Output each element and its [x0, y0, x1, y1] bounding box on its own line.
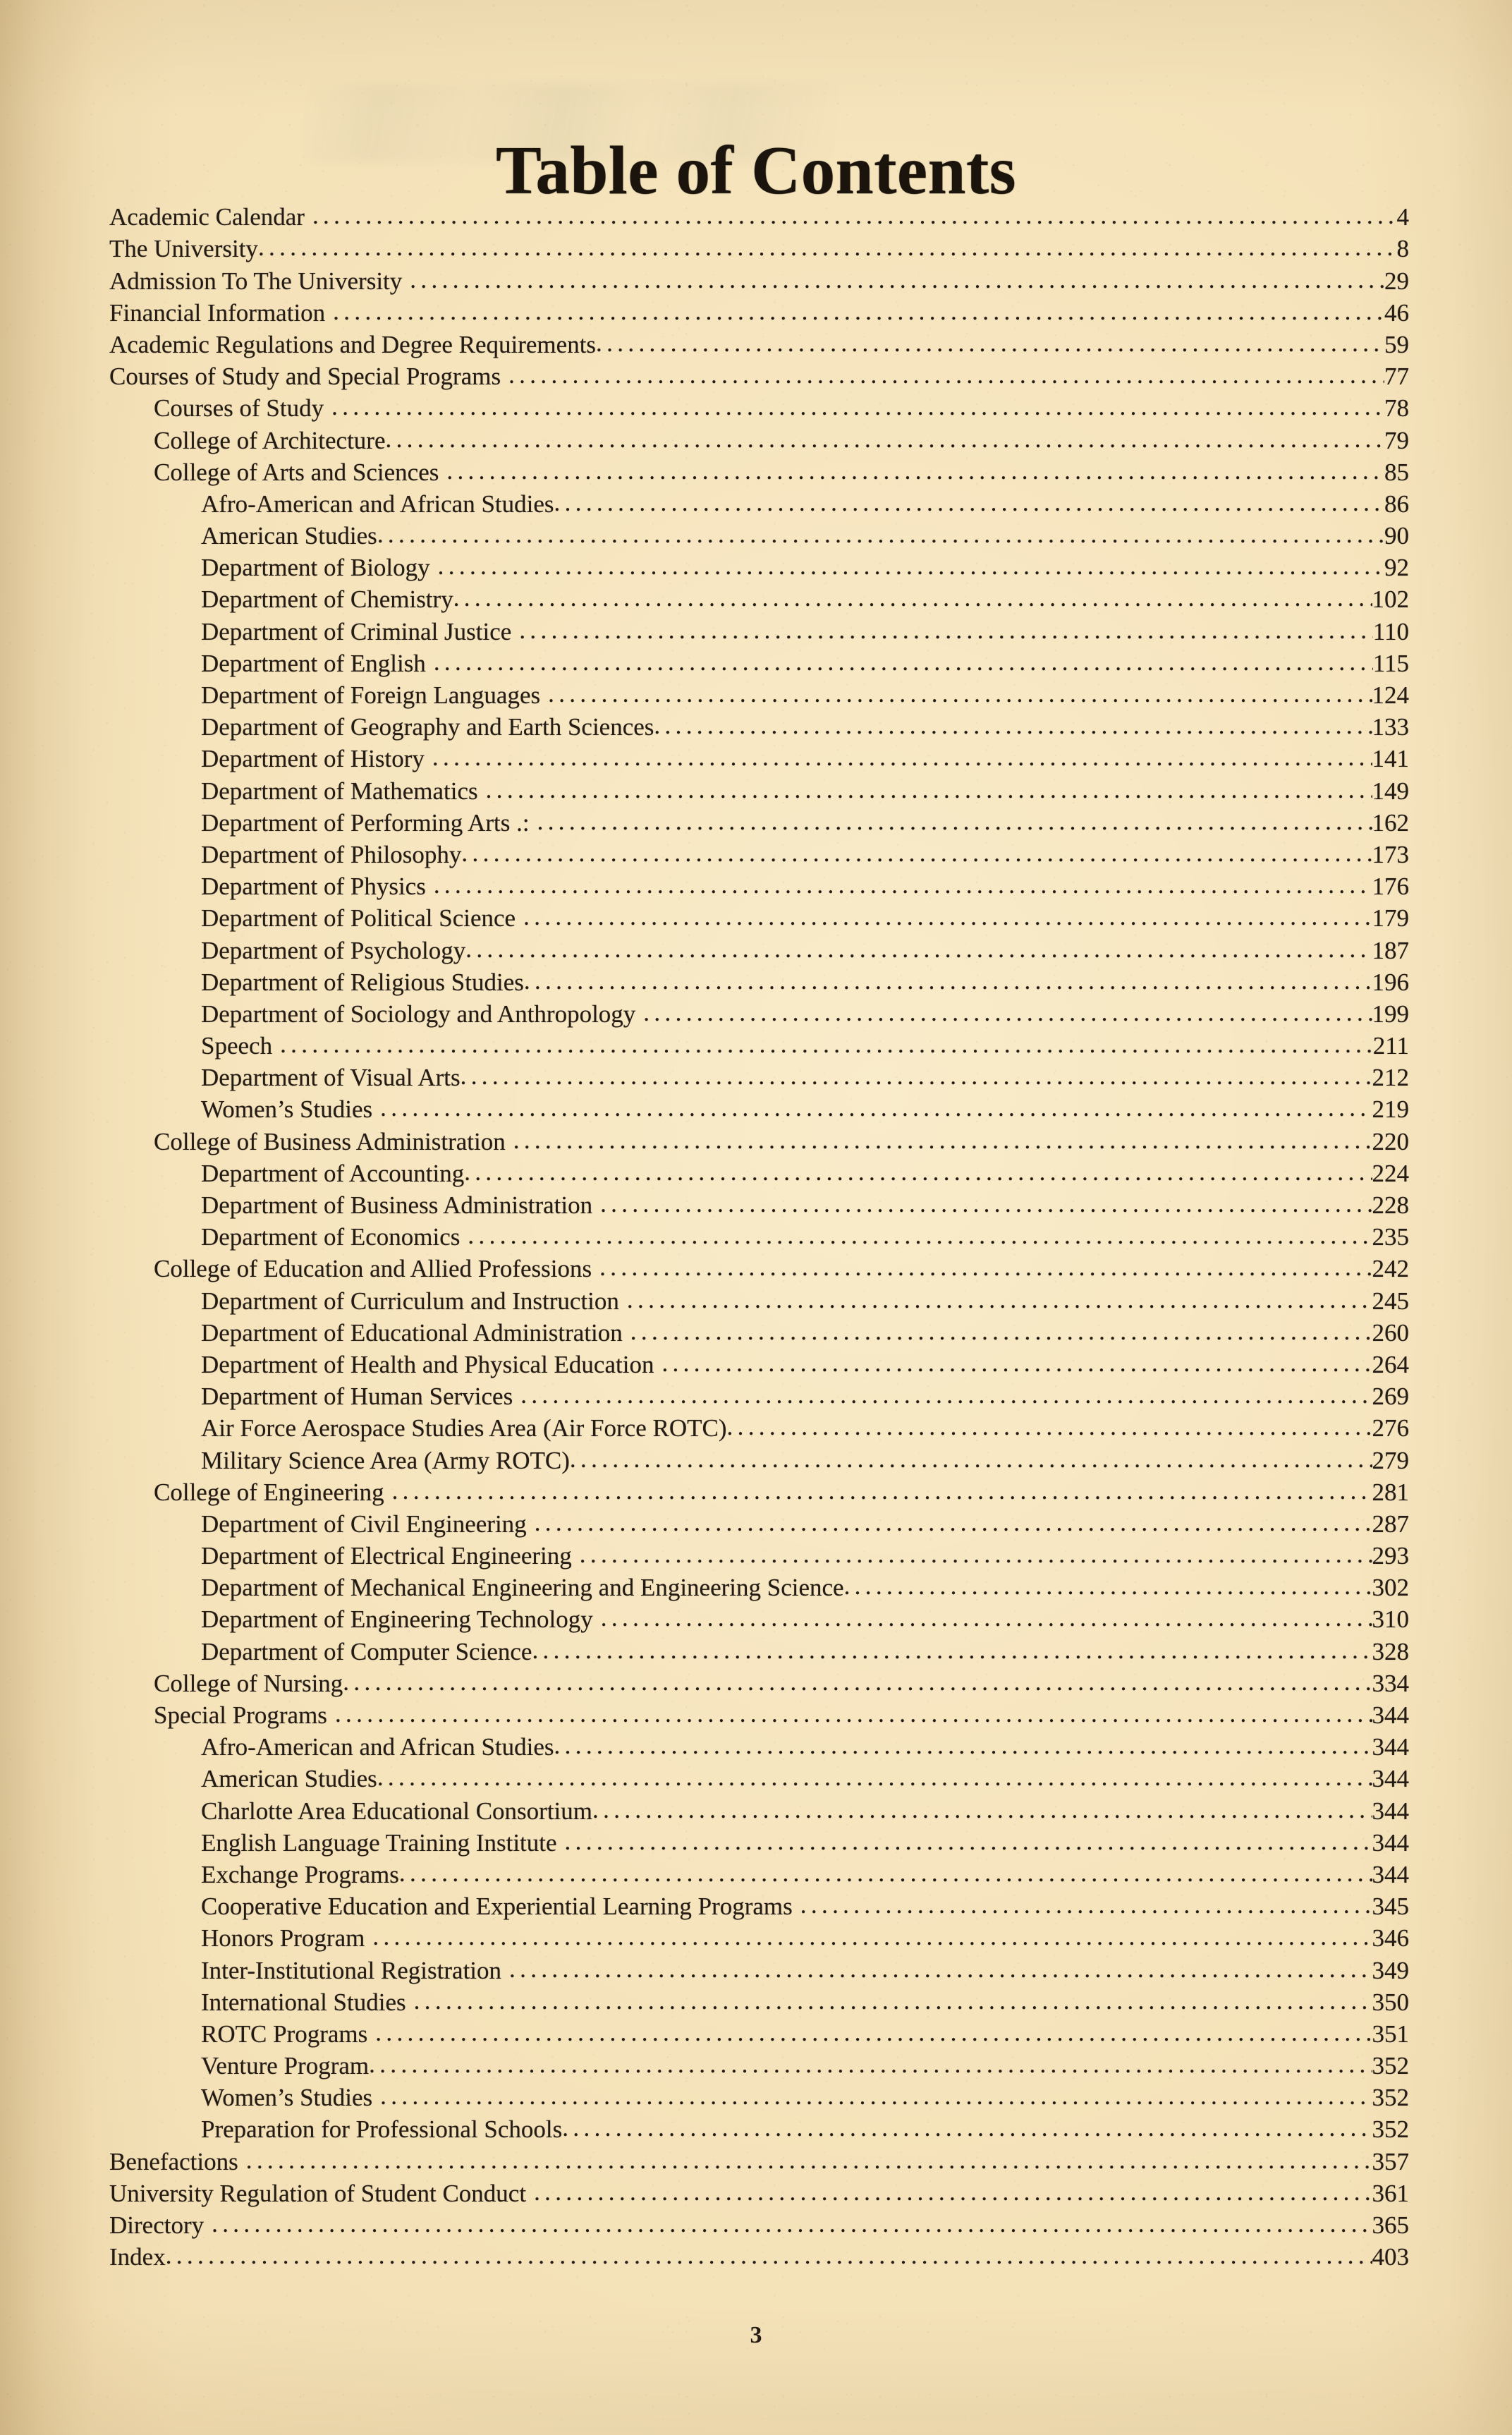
toc-entry[interactable]: [201, 1950, 1409, 1982]
toc-entry[interactable]: [201, 1440, 1409, 1472]
toc-entry[interactable]: [201, 2015, 1409, 2046]
toc-entry-label: Department of Religious Studies: [201, 968, 524, 996]
toc-entry-label: Benefactions: [109, 2147, 238, 2175]
toc-entry[interactable]: [201, 2046, 1409, 2078]
toc-entry-label: College of Architecture: [154, 426, 386, 454]
toc-entry-page-number: 302: [1372, 1574, 1409, 1602]
dot-leader: [464, 1160, 1372, 1184]
toc-entry[interactable]: [154, 1122, 1409, 1153]
dot-leader: [562, 2115, 1372, 2140]
toc-entry-page-number: 365: [1372, 2211, 1409, 2239]
toc-entry-page-number: 212: [1372, 1064, 1409, 1092]
toc-entry-label: Courses of Study: [154, 394, 324, 423]
dot-leader: [534, 2180, 1372, 2204]
toc-entry-page-number: 344: [1372, 1733, 1409, 1761]
toc-entry-label: Admission To The University: [109, 267, 403, 295]
toc-entry[interactable]: [201, 2078, 1409, 2110]
toc-entry[interactable]: [201, 1505, 1409, 1536]
toc-entry-page-number: 102: [1372, 585, 1409, 614]
toc-entry-page-number: 334: [1372, 1669, 1409, 1697]
dot-leader: [468, 1223, 1372, 1248]
toc-entry-page-number: 176: [1372, 873, 1409, 901]
dot-leader: [399, 1861, 1372, 1886]
toc-entry-label: Department of Human Services: [201, 1383, 513, 1411]
dot-leader: [519, 618, 1372, 643]
toc-entry-label: Courses of Study and Special Programs: [109, 363, 501, 391]
toc-entry-page-number: 403: [1372, 2243, 1409, 2271]
toc-entry[interactable]: [154, 453, 1409, 485]
toc-entry-page-number: 224: [1372, 1159, 1409, 1187]
dot-leader: [599, 1255, 1372, 1280]
dot-leader: [600, 1191, 1372, 1216]
dot-leader: [844, 1574, 1372, 1598]
dot-leader: [312, 203, 1397, 228]
toc-entry-label: Department of Accounting: [201, 1159, 465, 1187]
toc-entry-label: Department of Performing Arts .:: [201, 808, 530, 837]
toc-entry-label: Department of Mathematics: [201, 777, 478, 805]
toc-entry[interactable]: [201, 1568, 1409, 1600]
toc-entry-page-number: 352: [1372, 2052, 1409, 2080]
toc-entry[interactable]: [109, 2174, 1409, 2206]
dot-leader: [385, 427, 1384, 451]
dot-leader: [465, 937, 1372, 961]
toc-entry[interactable]: [201, 1026, 1409, 1058]
toc-entry-page-number: 133: [1372, 713, 1409, 741]
toc-entry[interactable]: [201, 580, 1409, 612]
toc-entry[interactable]: [201, 835, 1409, 867]
dot-leader: [380, 2084, 1372, 2108]
toc-entry-label: International Studies: [201, 1988, 406, 2016]
toc-entry-page-number: 328: [1372, 1637, 1409, 1665]
toc-entry-label: College of Education and Allied Professions: [154, 1255, 592, 1283]
toc-entry[interactable]: [201, 995, 1409, 1026]
dot-leader: [375, 2020, 1372, 2045]
dot-leader: [520, 1383, 1372, 1407]
dot-leader: [727, 1414, 1372, 1439]
toc-entry-label: Honors Program: [201, 1924, 365, 1953]
toc-entry[interactable]: [201, 1632, 1409, 1663]
dot-leader: [800, 1893, 1372, 1917]
dot-leader: [335, 1701, 1372, 1726]
toc-entry-page-number: 269: [1372, 1383, 1409, 1411]
dot-leader: [627, 1287, 1372, 1312]
toc-entry-page-number: 77: [1384, 363, 1409, 391]
dot-leader: [258, 235, 1397, 260]
dot-leader: [554, 490, 1384, 515]
toc-entry[interactable]: [201, 1281, 1409, 1313]
toc-entry[interactable]: [201, 1058, 1409, 1090]
toc-entry-page-number: 293: [1372, 1542, 1409, 1570]
toc-entry-page-number: 344: [1372, 1765, 1409, 1793]
toc-entry[interactable]: [201, 1887, 1409, 1919]
toc-entry-label: The University: [109, 235, 258, 263]
toc-entry-page-number: 260: [1372, 1318, 1409, 1347]
toc-entry-page-number: 124: [1372, 681, 1409, 709]
toc-entry-page-number: 344: [1372, 1797, 1409, 1825]
toc-entry-label: Department of Visual Arts: [201, 1064, 461, 1092]
toc-entry-label: Department of Business Administration: [201, 1191, 593, 1219]
toc-entry[interactable]: [109, 261, 1409, 293]
toc-entry-label: Department of Biology: [201, 554, 430, 582]
dot-leader: [246, 2148, 1372, 2173]
toc-entry[interactable]: [109, 2142, 1409, 2173]
toc-entry[interactable]: [201, 771, 1409, 803]
toc-entry-label: American Studies: [201, 522, 377, 550]
toc-entry-label: College of Engineering: [154, 1478, 384, 1506]
toc-entry-label: ROTC Programs: [201, 2020, 368, 2048]
toc-entry-label: Department of Philosophy: [201, 840, 462, 868]
toc-entry-label: Department of History: [201, 745, 425, 773]
toc-entry-label: University Regulation of Student Conduct: [109, 2179, 527, 2207]
toc-entry-page-number: 349: [1372, 1956, 1409, 1984]
toc-entry-label: Inter-Institutional Registration: [201, 1956, 502, 1984]
toc-entry-page-number: 211: [1372, 1032, 1409, 1060]
toc-entry-page-number: 79: [1384, 426, 1409, 454]
toc-entry[interactable]: [201, 676, 1409, 708]
toc-entry-page-number: 344: [1372, 1860, 1409, 1888]
dot-leader: [380, 1095, 1372, 1120]
dot-leader: [343, 1670, 1372, 1694]
dot-leader: [331, 394, 1384, 419]
toc-entry-label: Special Programs: [154, 1701, 327, 1729]
dot-leader: [662, 1351, 1372, 1376]
dot-leader: [166, 2243, 1372, 2268]
toc-entry-page-number: 276: [1372, 1414, 1409, 1443]
toc-entry-page-number: 310: [1372, 1605, 1409, 1634]
toc-entry-label: Academic Regulations and Degree Requirements: [109, 330, 597, 358]
toc-entry-label: Department of Chemistry: [201, 585, 453, 614]
dot-leader: [438, 554, 1384, 578]
toc-entry-page-number: 357: [1372, 2147, 1409, 2175]
dot-leader: [580, 1542, 1372, 1567]
toc-entry[interactable]: [201, 1855, 1409, 1887]
toc-entry-label: Exchange Programs: [201, 1860, 399, 1888]
toc-entry[interactable]: [201, 1345, 1409, 1377]
toc-entry[interactable]: [109, 293, 1409, 325]
dot-leader: [643, 1000, 1372, 1025]
page-folio-number: 3: [750, 2322, 762, 2348]
toc-entry[interactable]: [201, 930, 1409, 962]
toc-entry-page-number: 352: [1372, 2115, 1409, 2144]
toc-entry-page-number: 78: [1384, 394, 1409, 423]
toc-entry-page-number: 86: [1384, 490, 1409, 518]
dot-leader: [537, 809, 1372, 834]
toc-entry-page-number: 344: [1372, 1701, 1409, 1729]
toc-entry[interactable]: [201, 803, 1409, 835]
toc-entry-label: Academic Calendar: [109, 203, 305, 231]
toc-entry-page-number: 196: [1372, 968, 1409, 996]
toc-entry-page-number: 149: [1372, 777, 1409, 805]
toc-entry-page-number: 187: [1372, 936, 1409, 964]
toc-entry-page-number: 220: [1372, 1127, 1409, 1155]
toc-entry[interactable]: [201, 1600, 1409, 1632]
toc-entry-page-number: 361: [1372, 2179, 1409, 2207]
dot-leader: [548, 681, 1372, 706]
toc-entry-page-number: 29: [1384, 267, 1409, 295]
toc-entry[interactable]: [201, 644, 1409, 676]
toc-entry[interactable]: [201, 708, 1409, 739]
dot-leader: [524, 968, 1372, 993]
dot-leader: [377, 1765, 1372, 1790]
toc-entry[interactable]: [201, 739, 1409, 771]
toc-entry[interactable]: [201, 963, 1409, 995]
toc-entry-label: American Studies: [201, 1765, 377, 1793]
toc-entry-page-number: 59: [1384, 330, 1409, 358]
toc-entry[interactable]: [109, 2206, 1409, 2237]
toc-entry[interactable]: [201, 1823, 1409, 1855]
toc-entry-page-number: 351: [1372, 2020, 1409, 2048]
toc-entry-label: Department of Computer Science: [201, 1637, 532, 1665]
dot-leader: [461, 1064, 1372, 1088]
toc-entry[interactable]: [154, 389, 1409, 423]
toc-entry[interactable]: [154, 1664, 1409, 1696]
dot-leader: [212, 2211, 1372, 2236]
dot-leader: [654, 713, 1372, 738]
toc-entry-label: Department of Political Science: [201, 904, 516, 933]
toc-entry-label: Financial Information: [109, 298, 326, 327]
toc-entry-page-number: 219: [1372, 1095, 1409, 1124]
toc-entry-page-number: 352: [1372, 2084, 1409, 2112]
dot-leader: [509, 1957, 1372, 1981]
dot-leader: [434, 873, 1372, 897]
page-title: Table of Contents: [496, 132, 1016, 208]
dot-leader: [434, 650, 1373, 674]
dot-leader: [446, 459, 1384, 483]
toc-entry-label: Department of Engineering Technology: [201, 1605, 593, 1634]
toc-entry-label: Preparation for Professional Schools: [201, 2115, 563, 2144]
toc-entry-page-number: 245: [1372, 1287, 1409, 1315]
toc-entry[interactable]: [201, 548, 1409, 580]
toc-entry-page-number: 85: [1384, 458, 1409, 486]
dot-leader: [392, 1478, 1372, 1503]
toc-entry-page-number: 344: [1372, 1828, 1409, 1857]
toc-entry[interactable]: [201, 899, 1409, 933]
toc-entry[interactable]: [201, 1186, 1409, 1218]
toc-entry-page-number: 287: [1372, 1510, 1409, 1538]
toc-entry[interactable]: [201, 1983, 1409, 2015]
toc-entry-label: College of Nursing: [154, 1669, 343, 1697]
dot-leader: [410, 267, 1384, 292]
toc-entry-label: Department of Foreign Languages: [201, 681, 541, 709]
toc-entry-page-number: 346: [1372, 1924, 1409, 1953]
toc-entry[interactable]: [154, 420, 1409, 452]
toc-entry-page-number: 228: [1372, 1191, 1409, 1219]
dot-leader: [630, 1319, 1372, 1344]
toc-entry-label: Department of Physics: [201, 873, 426, 901]
toc-entry[interactable]: [201, 1377, 1409, 1409]
toc-entry-label: College of Arts and Sciences: [154, 458, 439, 486]
toc-entry[interactable]: [201, 1727, 1409, 1759]
toc-entry[interactable]: [201, 1218, 1409, 1249]
dot-leader: [508, 363, 1384, 387]
toc-entry[interactable]: [201, 1791, 1409, 1823]
toc-entry[interactable]: [201, 485, 1409, 516]
dot-leader: [432, 745, 1372, 770]
toc-entry-label: Department of Psychology: [201, 936, 466, 964]
toc-entry-page-number: 110: [1372, 617, 1409, 645]
dot-leader: [535, 1510, 1372, 1535]
toc-entry[interactable]: [154, 1696, 1409, 1727]
dot-leader: [570, 1447, 1372, 1471]
toc-entry-label: Afro-American and African Studies: [201, 490, 554, 518]
toc-entry-page-number: 4: [1396, 203, 1409, 231]
toc-entry-page-number: 173: [1372, 840, 1409, 868]
dot-leader: [592, 1797, 1372, 1822]
toc-entry-label: Department of Criminal Justice: [201, 617, 512, 645]
toc-entry[interactable]: [201, 1154, 1409, 1186]
dot-leader: [601, 1605, 1372, 1630]
toc-entry[interactable]: [201, 2110, 1409, 2142]
dot-leader: [369, 2052, 1372, 2077]
toc-entry-page-number: 345: [1372, 1893, 1409, 1921]
toc-entry-label: Department of Educational Administration: [201, 1318, 623, 1347]
dot-leader: [372, 1924, 1372, 1949]
dot-leader: [377, 522, 1384, 547]
dot-leader: [333, 299, 1384, 324]
toc-entry-page-number: 179: [1372, 904, 1409, 933]
toc-entry-label: Department of Curriculum and Instruction: [201, 1287, 619, 1315]
dot-leader: [486, 777, 1372, 802]
dot-leader: [596, 331, 1384, 356]
toc-entry[interactable]: [109, 229, 1409, 261]
toc-entry[interactable]: [109, 357, 1409, 389]
toc-entry-label: Department of Electrical Engineering: [201, 1542, 572, 1570]
toc-entry-page-number: 199: [1372, 1000, 1409, 1028]
toc-entry-label: Department of Geography and Earth Sciences: [201, 713, 654, 741]
toc-entry-label: Department of Economics: [201, 1223, 461, 1251]
toc-entry[interactable]: [201, 1919, 1409, 1953]
toc-entry[interactable]: [201, 1759, 1409, 1791]
toc-entry[interactable]: [154, 1473, 1409, 1505]
dot-leader: [554, 1733, 1372, 1758]
toc-entry[interactable]: [154, 1249, 1409, 1281]
toc-entry[interactable]: [201, 1090, 1409, 1122]
toc-entry-label: Department of Civil Engineering: [201, 1510, 527, 1538]
toc-entry[interactable]: [201, 1409, 1409, 1443]
toc-entry[interactable]: [201, 612, 1409, 643]
toc-entry[interactable]: [109, 325, 1409, 357]
toc-entry-page-number: 350: [1372, 1988, 1409, 2016]
toc-entry-page-number: 242: [1372, 1255, 1409, 1283]
toc-entry-label: Index: [109, 2243, 166, 2271]
toc-entry[interactable]: [201, 516, 1409, 548]
toc-entry-label: Women’s Studies: [201, 2084, 373, 2112]
toc-entry[interactable]: [109, 198, 1409, 229]
dot-leader: [461, 841, 1372, 866]
toc-entry-page-number: 90: [1384, 522, 1409, 550]
toc-entry[interactable]: [201, 1536, 1409, 1568]
dot-leader: [453, 585, 1372, 610]
dot-leader: [280, 1032, 1373, 1057]
dot-leader: [565, 1829, 1372, 1854]
toc-entry-page-number: 281: [1372, 1478, 1409, 1506]
toc-entry-page-number: 46: [1384, 298, 1409, 327]
toc-entry-label: Air Force Aerospace Studies Area (Air Force ROTC): [201, 1414, 727, 1443]
toc-entry-label: Charlotte Area Educational Consortium: [201, 1797, 593, 1825]
toc-entry-page-number: 92: [1384, 554, 1409, 582]
toc-entry-page-number: 264: [1372, 1350, 1409, 1378]
dot-leader: [532, 1638, 1372, 1663]
toc-entry-label: Department of Mechanical Engineering and Engineering Science: [201, 1574, 844, 1602]
dot-leader: [513, 1128, 1372, 1153]
toc-entry-page-number: 141: [1372, 745, 1409, 773]
toc-entry-label: Military Science Area (Army ROTC): [201, 1446, 570, 1474]
toc-entry-label: English Language Training Institute: [201, 1828, 557, 1857]
toc-entry-label: Venture Program: [201, 2052, 370, 2080]
toc-entry-page-number: 8: [1396, 235, 1409, 263]
toc-entry-page-number: 162: [1372, 808, 1409, 837]
dot-leader: [523, 904, 1372, 929]
toc-entry-label: Department of English: [201, 649, 426, 677]
toc-entry-label: Department of Health and Physical Education: [201, 1350, 654, 1378]
toc-entry[interactable]: [109, 2237, 1409, 2269]
toc-entry[interactable]: [201, 867, 1409, 899]
toc-entry-label: Women’s Studies: [201, 1095, 373, 1124]
toc-entry-label: College of Business Administration: [154, 1127, 506, 1155]
toc-entry-page-number: 115: [1372, 649, 1409, 677]
toc-entry-label: Directory: [109, 2211, 205, 2239]
toc-entry-page-number: 235: [1372, 1223, 1409, 1251]
toc-entry-label: Cooperative Education and Experiential Learning Programs: [201, 1893, 793, 1921]
dot-leader: [414, 1988, 1372, 2013]
toc-entry-label: Department of Sociology and Anthropology: [201, 1000, 636, 1028]
toc-entry-page-number: 279: [1372, 1446, 1409, 1474]
table-of-contents-list: [109, 198, 1409, 2269]
toc-entry-label: Speech: [201, 1032, 273, 1060]
toc-entry[interactable]: [201, 1313, 1409, 1345]
toc-entry-label: Afro-American and African Studies: [201, 1733, 554, 1761]
